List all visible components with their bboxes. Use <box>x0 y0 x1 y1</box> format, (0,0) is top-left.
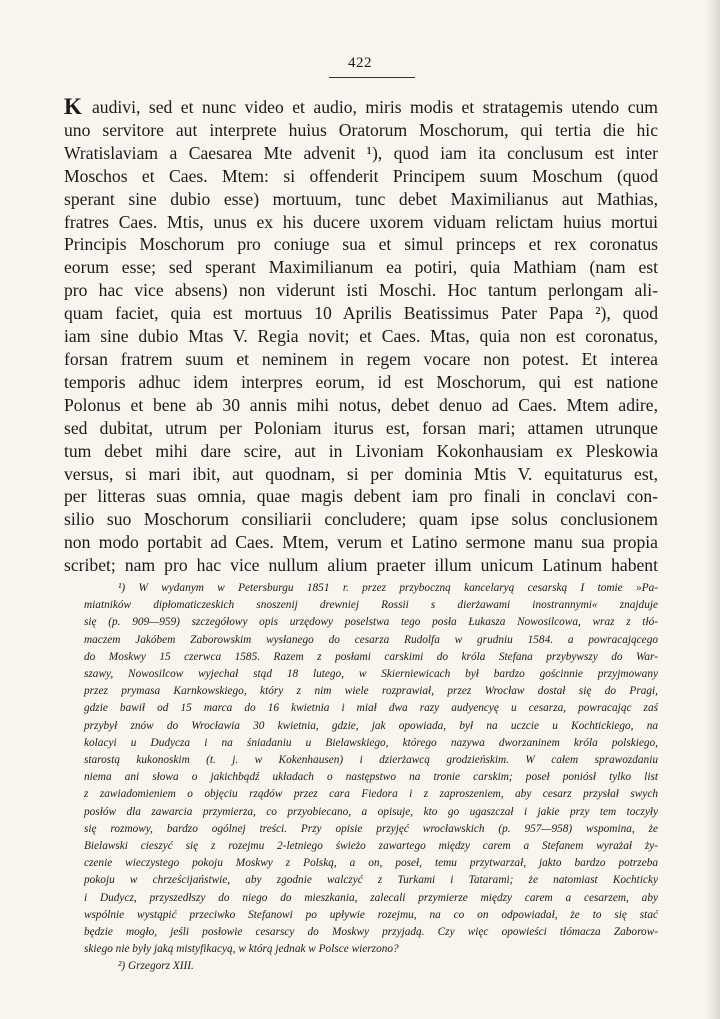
main-line: temporis adhuc idem interpres eorum, id est Moschorum, qui est natione <box>64 371 658 392</box>
main-line: sperant sine dubio esse) mortuum, tunc debet Maximilianus aut Mathias, <box>64 188 658 209</box>
main-line: non modo portabit ad Caes. Mtem, verum et Latino sermone manu sua propia <box>64 532 658 553</box>
footnotes <box>84 580 658 976</box>
footnote-line: przybył znów do Wrocławia 30 kwietnia, gdzie, jak opowiada, był na uczcie u Kochtickiego, na <box>84 719 658 732</box>
main-line: per litteras suas omnia, quae magis debent iam pro finali in conclavi con- <box>64 486 658 507</box>
main-line: eorum esse; sed sperant Maximilianum ea potiri, quia Mathiam (nam est <box>64 257 658 278</box>
footnote-line: maczem Jakóbem Zaborowskim wysłanego do cesarza Rudolfa w grudniu 1584. a powracającego <box>84 633 658 646</box>
footnote-line: się rozmowy, bardzo ogólnej treści. Przy opisie przyjęć wrocławskich (p. 957—958) wspomina, że <box>84 822 658 835</box>
footnote-line: będzie mogło, jeśli posłowie cesarscy do Moskwy przyjadą. Czy więc opowieści tłómacza Zaborow- <box>84 926 658 939</box>
footnote-line: wspólnie wystąpić przeciwko Stefanowi po upływie rozejmu, na co on odpowiadał, że to się stać <box>84 908 658 921</box>
footnote-line: się (p. 909—959) szczegółowy opis urzędowy poselstwa tego posła Łukasza Nowosilcowa, wraz z tłó- <box>84 616 658 629</box>
main-line: audivi, sed et nunc video et audio, miris modis et stratagemis utendo cum <box>92 97 658 117</box>
footnote-line: posłów dla zawarcia przymierza, co przyobiecano, a opisuje, kto go ugaszczał i jakie przy tem toczyły <box>84 805 658 818</box>
initial-letter: K <box>64 94 82 119</box>
main-line: pro hac vice absens) non viderunt isti Moschi. Hoc tantum perlongam ali- <box>64 280 658 301</box>
main-line: Moschos et Caes. Mtem: si offenderit Principem suum Moschum (quod <box>64 165 658 186</box>
main-line: silio suo Moschorum consiliarii concludere; quam ipse solus conclusionem <box>64 509 658 530</box>
footnote-line: Bielawski cieszyć się z rozejmu 2-letniego świeżo zawartego między carem a Stefanem wyrażał ży- <box>84 840 658 853</box>
main-line: forsan fratrem suum et neminem in regem vocare non potest. Et interea <box>64 348 658 369</box>
main-line: quam faciet, quia est mortuus 10 Aprilis Beatissimus Pater Papa ²), quod <box>64 303 658 324</box>
footnote-line: niema ani słowa o jakichbądź układach o następstwo na tronie carskim; poseł poniósł tylko list <box>84 771 658 784</box>
footnote-line: ²) Grzegorz XIII. <box>118 960 194 973</box>
main-line: sed dubitat, utrum per Poloniam iturus est, forsan mari; attamen utrunque <box>64 417 658 438</box>
main-line: Wratislaviam a Caesarea Mte advenit ¹), quod iam ita conclusum est inter <box>64 142 658 163</box>
footnote-line: starostą kukonoskim (t. j. w Kokenhausen) i dzierżawcą grodzieńskim. W całem sprawozdaniu <box>84 754 658 767</box>
main-line: tum debet mihi dare scire, aut in Livoniam Kokonhausiam ex Pleskowia <box>64 440 658 461</box>
footnote-line: miatników dipłomaticzeskich snoszenij drewniej Rossii s dierżawami inostrannymi« znajduje <box>84 599 658 612</box>
header-rule <box>329 77 415 78</box>
footnote-line: szawy, Nowosilcow wyjechał stąd 18 lutego, w Skierniewicach był bardzo gościnnie przyjmowany <box>84 668 658 681</box>
main-text <box>64 96 658 577</box>
main-line: scribet; nam pro hac vice nullum alium praeter illum unicum Latinum habent <box>64 555 658 576</box>
main-line: versus, si mari ibit, aut quodnam, si per dominia Mtis V. equitaturus est, <box>64 463 658 484</box>
main-line: Polonus et bene ab 30 annis mihi notus, debet denuo ad Caes. Mtem adire, <box>64 394 658 415</box>
footnote-line: do Moskwy 15 czerwca 1585. Razem z posłami carskimi do króla Stefana przybywszy do War- <box>84 650 658 663</box>
page-number: 422 <box>348 55 372 71</box>
footnote-line: kolacyi u Dudycza i na śniadaniu u Bielawskiego, którego nazywa dworzaninem króla polskiego, <box>84 736 658 749</box>
footnote-line: ¹) W wydanym w Petersburgu 1851 r. przez przyboczną kancelaryą cesarską I tomie »Pa- <box>118 582 658 594</box>
main-line: uno servitore aut interprete huius Oratorum Moschorum, qui tertia die hic <box>64 119 658 140</box>
footnote-line: z zawiadomieniem o objęciu rządów przez cara Fiedora i z zaproszeniem, aby cesarz przysłał swych <box>84 788 658 801</box>
page-edge-shadow <box>706 0 720 1019</box>
footnote-line: gdzie bawił od 15 marca do 16 kwietnia i miał dwa razy audyencyę u cesarza, powracając zaś <box>84 702 658 715</box>
footnote-line: i Dudycz, przyszedłszy do niego do mieszkania, zalecali przymierze między carem a cesarzem, aby <box>84 891 658 904</box>
footnote-line: czenie wieczystego pokoju Moskwy z Polską, a on, poseł, temu przytwarzał, jakto bardzo potrzeba <box>84 857 658 870</box>
main-line: Principis Moschorum pro coniuge sua et simul princeps et rex coronatus <box>64 234 658 255</box>
footnote-line: skiego nie były jaką mistyfikacyą, w którą jednak w Polsce wierzono? <box>84 943 399 956</box>
footnote-line: pokoju w chrześcijaństwie, aby zgodnie walczyć z Turkami i Tatarami; że natomiast Kochticky <box>84 874 658 887</box>
main-line: iam sine dubio Mtas V. Regia novit; et Caes. Mtas, quia non est coronatus, <box>64 326 658 347</box>
footnote-line: przez prymasa Karnkowskiego, który z nim wiele rozprawiał, przez Wrocław dostał się do Pragi, <box>84 685 658 698</box>
main-line: fratres Caes. Mtis, unus ex his ducere uxorem viduam relictam huius mortui <box>64 211 658 232</box>
